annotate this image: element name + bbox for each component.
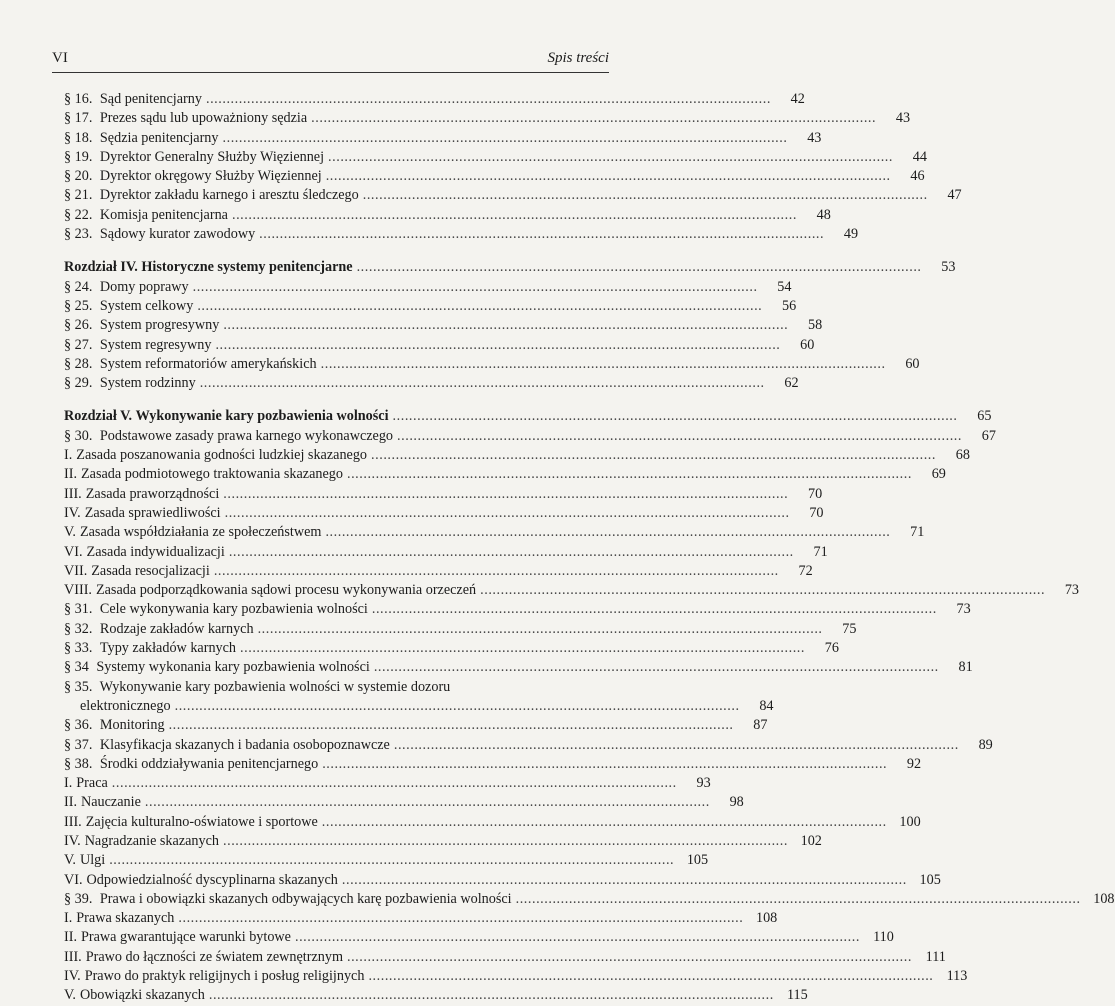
table-of-contents: [64, 90, 1115, 1006]
entry-page-number: 73: [1064, 582, 1080, 599]
leader-dots: [223, 129, 786, 148]
leader-dots: [193, 278, 756, 297]
entry-title-continued: elektronicznego: [80, 697, 171, 714]
entry-number: § 19.: [64, 148, 93, 165]
leader-dots: [347, 948, 910, 967]
entry-title: Zasada sprawiedliwości: [84, 504, 221, 521]
entry-number: V.: [64, 987, 76, 1004]
entry-number: I.: [64, 775, 73, 792]
entry-title: Prawa skazanych: [76, 910, 175, 927]
entry-page-number: 84: [759, 697, 774, 714]
entry-number: I.: [64, 910, 73, 927]
entry-title: Ulgi: [79, 852, 106, 869]
toc-entry: [64, 186, 962, 205]
leader-dots: [258, 620, 821, 639]
entry-page-number: 92: [906, 755, 922, 772]
entry-number: IV.: [64, 832, 81, 849]
entry-number: III.: [64, 813, 82, 830]
entry-title: Obowiązki skazanych: [79, 987, 205, 1004]
toc-entry: [64, 600, 971, 619]
leader-dots: [328, 148, 891, 167]
entry-number: III.: [64, 948, 82, 965]
entry-title: System reformatoriów amerykańskich: [99, 355, 317, 372]
entry-number: I.: [64, 447, 73, 464]
leader-dots: [109, 851, 672, 870]
entry-title: Domy poprawy: [99, 278, 189, 295]
leader-dots: [229, 543, 792, 562]
leader-dots: [342, 871, 905, 890]
leader-dots: [374, 658, 937, 677]
toc-entry: [64, 355, 920, 374]
entry-page-number: 93: [696, 775, 711, 792]
toc-entry: [64, 336, 815, 355]
toc-chapter-entry: [64, 407, 992, 426]
entry-title: Prawa i obowiązki skazanych odbywających karę pozbawienia wolności: [99, 890, 512, 907]
toc-entry: [64, 562, 813, 581]
entry-page-number: 108: [1093, 890, 1115, 907]
leader-dots: [200, 374, 763, 393]
toc-entry: [64, 297, 797, 316]
entry-number: § 23.: [64, 226, 93, 243]
entry-page-number: 100: [899, 813, 921, 830]
running-header: [52, 46, 609, 73]
toc-entry: [64, 948, 946, 967]
entry-page-number: 71: [910, 524, 925, 541]
entry-title: Zasada poszanowania godności ludzkiej skazanego: [76, 447, 368, 464]
toc-entry: [64, 427, 996, 446]
leader-dots: [112, 774, 675, 793]
leader-dots: [214, 562, 777, 581]
entry-title: Sąd penitencjarny: [99, 91, 202, 107]
entry-number: III.: [64, 485, 82, 502]
entry-title: System regresywny: [99, 336, 212, 353]
leader-dots: [322, 755, 885, 774]
leader-dots: [363, 186, 926, 205]
toc-entry: [64, 581, 1080, 600]
entry-number: IV.: [64, 968, 81, 985]
entry-number: § 37.: [64, 736, 93, 753]
leader-dots: [145, 793, 708, 812]
entry-number: V.: [64, 852, 76, 869]
leader-dots: [175, 697, 738, 716]
entry-title: Prezes sądu lub upoważniony sędzia: [99, 110, 308, 127]
entry-number: V.: [64, 524, 76, 541]
entry-page-number: 53: [941, 259, 956, 276]
entry-title: Sądowy kurator zawodowy: [99, 226, 256, 243]
leader-dots: [394, 736, 957, 755]
leader-dots: [169, 716, 732, 735]
entry-page-number: 113: [946, 968, 968, 985]
entry-page-number: 76: [824, 640, 839, 657]
entry-page-number: 73: [956, 601, 971, 618]
entry-page-number: 110: [873, 929, 894, 946]
leader-dots: [223, 832, 786, 851]
entry-title: Prawo do praktyk religijnych i posług religijnych: [84, 968, 365, 985]
entry-page-number: 48: [816, 206, 831, 223]
toc-entry: [64, 793, 744, 812]
entry-title: Dyrektor zakładu karnego i aresztu śledczego: [99, 187, 359, 204]
entry-title: Prawa gwarantujące warunki bytowe: [81, 929, 291, 946]
entry-page-number: 115: [786, 987, 808, 1004]
entry-number: § 33.: [64, 640, 93, 657]
entry-page-number: 65: [977, 408, 992, 425]
leader-dots: [321, 355, 884, 374]
entry-title: Wykonywanie kary pozbawienia wolności: [135, 408, 389, 425]
entry-page-number: 58: [808, 317, 823, 334]
entry-title: Monitoring: [99, 717, 165, 734]
entry-page-number: 43: [807, 129, 822, 146]
entry-page-number: 69: [931, 466, 946, 483]
toc-entry: [64, 316, 823, 335]
leader-dots: [347, 465, 910, 484]
entry-title: Zasada podmiotowego traktowania skazanego: [81, 466, 343, 483]
entry-number: § 22.: [64, 206, 93, 223]
entry-title: Dyrektor Generalny Służby Więziennej: [99, 148, 325, 165]
entry-number: § 34: [64, 659, 89, 676]
entry-page-number: 60: [905, 355, 920, 372]
entry-page-number: 70: [807, 485, 823, 502]
toc-entry: [64, 167, 925, 186]
leader-dots: [223, 485, 786, 504]
toc-entry: [64, 109, 911, 128]
entry-title: Typy zakładów karnych: [99, 640, 237, 657]
entry-title: Zasada praworządności: [85, 485, 220, 502]
entry-page-number: 111: [925, 948, 946, 965]
entry-title: Zasada resocjalizacji: [91, 562, 210, 579]
entry-number: § 26.: [64, 317, 93, 334]
toc-entry: [64, 523, 925, 542]
entry-title: Środki oddziaływania penitencjarnego: [99, 755, 319, 772]
entry-title: Nagradzanie skazanych: [84, 832, 219, 849]
entry-number: § 21.: [64, 187, 93, 204]
entry-number: II.: [64, 929, 77, 946]
entry-title: Odpowiedzialność dyscyplinarna skazanych: [86, 871, 338, 888]
toc-entry: [64, 148, 927, 167]
entry-page-number: 67: [981, 427, 996, 444]
toc-entry: [64, 967, 968, 986]
entry-number: § 16.: [64, 91, 93, 107]
entry-number: § 35.: [64, 678, 93, 695]
leader-dots: [372, 600, 935, 619]
entry-page-number: 62: [784, 375, 799, 392]
entry-page-number: 108: [755, 910, 778, 927]
entry-page-number: 71: [813, 543, 828, 560]
toc-entry: [64, 851, 709, 870]
entry-page-number: 47: [947, 187, 962, 204]
toc-entry: [64, 620, 857, 639]
entry-title: System progresywny: [99, 317, 220, 334]
leader-dots: [206, 90, 769, 109]
entry-title: Klasyfikacja skazanych i badania osobopoznawcze: [99, 736, 390, 753]
entry-title: Zajęcia kulturalno-oświatowe i sportowe: [85, 813, 318, 830]
toc-entry: [64, 129, 822, 148]
leader-dots: [259, 225, 822, 244]
toc-entry: [64, 225, 859, 244]
entry-page-number: 56: [782, 297, 797, 314]
leader-dots: [197, 297, 760, 316]
leader-dots: [223, 316, 786, 335]
toc-entry: [64, 504, 824, 523]
leader-dots: [295, 928, 858, 947]
leader-dots: [357, 258, 920, 277]
entry-page-number: 43: [895, 110, 911, 127]
entry-title: Dyrektor okręgowy Służby Więziennej: [99, 168, 322, 185]
entry-page-number: 44: [912, 148, 927, 165]
entry-title: Prawo do łączności ze światem zewnętrznym: [85, 948, 343, 965]
running-title: Spis treści: [547, 50, 609, 66]
entry-number: Rozdział IV.: [64, 259, 138, 276]
entry-number: § 32.: [64, 620, 93, 637]
toc-entry: [64, 465, 946, 484]
toc-entry: [64, 928, 894, 947]
leader-dots: [516, 890, 1079, 909]
toc-entry: [64, 832, 822, 851]
entry-title: System rodzinny: [99, 375, 196, 392]
entry-title: Praca: [76, 775, 108, 792]
entry-number: VI.: [64, 543, 83, 560]
leader-dots: [480, 581, 1043, 600]
entry-title: Podstawowe zasady prawa karnego wykonawczego: [99, 427, 394, 444]
leader-dots: [311, 109, 874, 128]
entry-number: § 17.: [64, 110, 93, 127]
leader-dots: [178, 909, 741, 928]
entry-page-number: 75: [842, 620, 857, 637]
leader-dots: [215, 336, 778, 355]
entry-title: Cele wykonywania kary pozbawienia wolności: [99, 601, 368, 618]
toc-entry: [64, 446, 970, 465]
page-number-roman: VI: [52, 50, 68, 66]
entry-title: Zasada indywidualizacji: [86, 543, 225, 560]
entry-page-number: 81: [958, 659, 973, 676]
toc-entry: [64, 774, 711, 793]
entry-number: II.: [64, 794, 77, 811]
entry-title: Sędzia penitencjarny: [99, 129, 219, 146]
toc-entry: [64, 716, 768, 735]
entry-title: Zasada współdziałania ze społeczeństwem: [79, 524, 322, 541]
entry-title: Nauczanie: [81, 794, 141, 811]
entry-number: II.: [64, 466, 77, 483]
entry-page-number: 98: [729, 794, 744, 811]
entry-number: § 36.: [64, 717, 93, 734]
leader-dots: [393, 407, 956, 426]
entry-title: Rodzaje zakładów karnych: [99, 620, 254, 637]
toc-entry: [64, 485, 823, 504]
leader-dots: [397, 427, 960, 446]
entry-title: Historyczne systemy penitencjarne: [141, 259, 353, 276]
toc-entry: [64, 813, 921, 832]
toc-entry: [64, 678, 774, 717]
entry-title: System celkowy: [99, 297, 194, 314]
toc-entry: [64, 755, 922, 774]
entry-number: VI.: [64, 871, 83, 888]
toc-entry: [64, 543, 828, 562]
entry-number: § 30.: [64, 427, 93, 444]
toc-entry: [64, 909, 778, 928]
toc-entry: [64, 278, 792, 297]
entry-page-number: 105: [919, 871, 941, 888]
leader-dots: [225, 504, 788, 523]
entry-page-number: 70: [809, 504, 824, 521]
toc-entry: [64, 658, 973, 677]
leader-dots: [232, 206, 795, 225]
entry-number: VII.: [64, 562, 88, 579]
entry-page-number: 49: [843, 226, 859, 243]
entry-number: § 27.: [64, 336, 93, 353]
toc-chapter-entry: [64, 258, 956, 277]
entry-page-number: 60: [800, 336, 815, 353]
toc-entry: [64, 736, 993, 755]
entry-number: § 29.: [64, 375, 93, 392]
entry-page-number: 42: [790, 91, 805, 107]
toc-entry: [64, 986, 808, 1005]
entry-title: Systemy wykonania kary pozbawienia wolności: [96, 659, 370, 676]
entry-page-number: 105: [686, 852, 709, 869]
leader-dots: [368, 967, 931, 986]
entry-title: Zasada podporządkowania sądowi procesu wykonywania orzeczeń: [95, 582, 477, 599]
leader-dots: [371, 446, 934, 465]
leader-dots: [240, 639, 803, 658]
entry-number: VIII.: [64, 582, 92, 599]
toc-entry: [64, 639, 839, 658]
entry-number: § 25.: [64, 297, 93, 314]
toc-entry: [64, 871, 941, 890]
entry-page-number: 46: [910, 168, 925, 185]
entry-number: § 20.: [64, 168, 93, 185]
entry-number: § 18.: [64, 129, 93, 146]
entry-page-number: 68: [955, 447, 970, 464]
entry-page-number: 89: [978, 736, 993, 753]
entry-title: Wykonywanie kary pozbawienia wolności w systemie dozoru: [99, 678, 451, 695]
toc-entry: [64, 90, 805, 109]
entry-number: § 38.: [64, 755, 93, 772]
leader-dots: [322, 813, 885, 832]
leader-dots: [325, 523, 888, 542]
leader-dots: [209, 986, 772, 1005]
entry-number: § 31.: [64, 601, 93, 618]
entry-page-number: 87: [753, 717, 768, 734]
entry-page-number: 54: [777, 278, 792, 295]
toc-entry: [64, 890, 1115, 909]
entry-number: IV.: [64, 504, 81, 521]
entry-page-number: 102: [800, 832, 822, 849]
entry-title: Komisja penitencjarna: [99, 206, 228, 223]
entry-number: § 28.: [64, 355, 93, 372]
leader-dots: [326, 167, 889, 186]
entry-number: § 39.: [64, 890, 93, 907]
toc-entry: [64, 206, 831, 225]
entry-number: § 24.: [64, 278, 93, 295]
toc-entry: [64, 374, 799, 393]
entry-number: Rozdział V.: [64, 408, 133, 425]
entry-page-number: 72: [798, 562, 813, 579]
